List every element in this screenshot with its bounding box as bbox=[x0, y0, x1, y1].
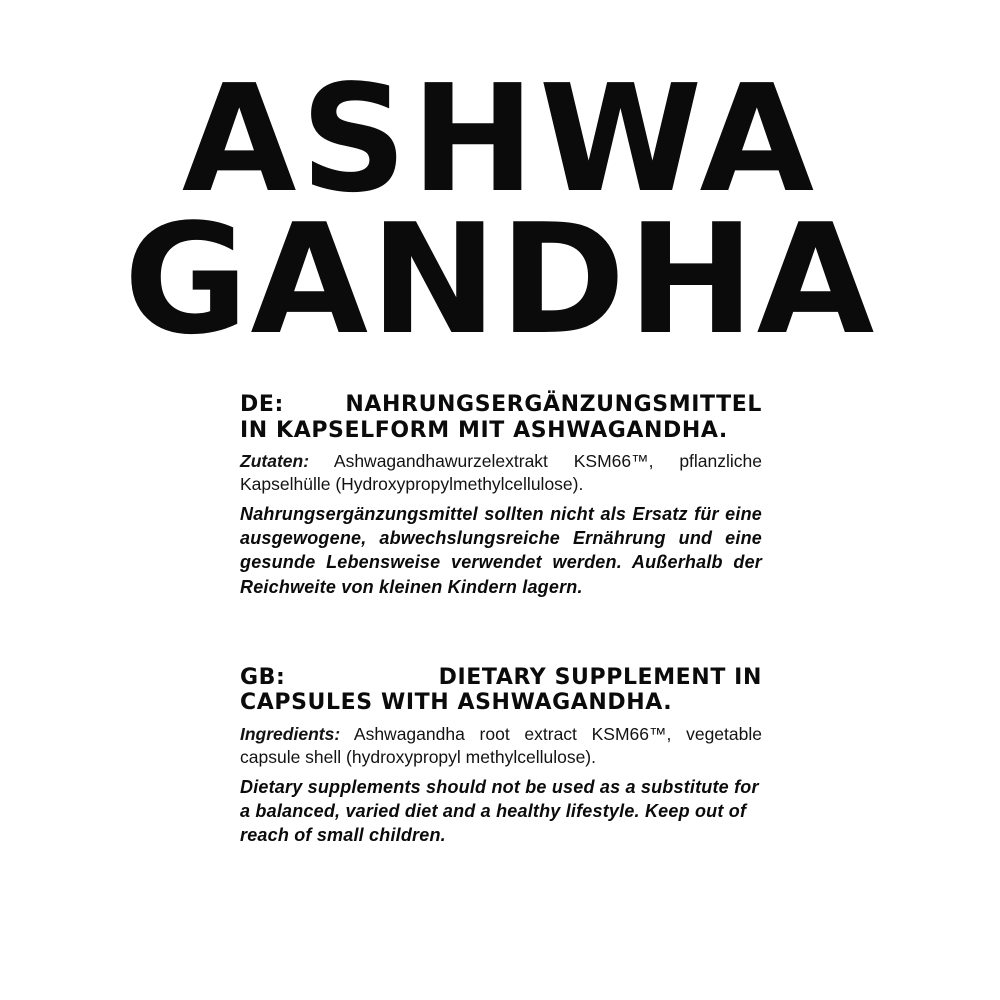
section-gb-ingredients-label: Ingredients: bbox=[240, 723, 341, 744]
section-gb-ingredients-text: Ashwagandha root extract KSM66™, vegetable capsule shell (hydroxypropyl methylcellulose). bbox=[240, 723, 762, 767]
section-de-ingredients-label: Zutaten: bbox=[240, 451, 310, 472]
product-title-line-1: ASHWA bbox=[181, 53, 819, 225]
section-gb-heading-line-1: DIETARY SUPPLEMENT IN bbox=[438, 664, 762, 690]
section-gb-heading bbox=[240, 665, 762, 716]
section-de-lang-code: DE: bbox=[240, 392, 284, 417]
section-gb-heading-line-2: CAPSULES WITH ASHWAGANDHA. bbox=[240, 690, 673, 716]
product-title-line-2: GANDHA bbox=[123, 191, 877, 369]
section-de-heading-line-1: NAHRUNGSERGÄNZUNGSMITTEL bbox=[345, 392, 762, 417]
section-de-heading bbox=[240, 392, 762, 443]
label-text-sections bbox=[240, 392, 762, 847]
section-de-heading-line-2: IN KAPSELFORM MIT ASHWAGANDHA. bbox=[240, 417, 728, 443]
section-gb bbox=[240, 665, 762, 848]
section-de-advice: Nahrungsergänzungsmittel sollten nicht als Ersatz für eine ausgewogene, abwechslungsreiche Ernährung und eine gesunde Lebensweise verwendet werden. Außerhalb der Reichweite von kleinen Kindern lagern. bbox=[240, 504, 762, 597]
section-de bbox=[240, 392, 762, 599]
section-de-ingredients bbox=[240, 450, 762, 496]
section-gb-ingredients bbox=[240, 723, 762, 769]
section-gb-lang-code: GB: bbox=[240, 664, 286, 690]
section-de-ingredients-text: Ashwagandhawurzelextrakt KSM66™, pflanzliche Kapselhülle (Hydroxypropylmethylcellulose). bbox=[240, 451, 763, 495]
section-gb-advice: Dietary supplements should not be used as a substitute for a balanced, varied diet and a healthy lifestyle. Keep out of reach of small children. bbox=[240, 776, 759, 846]
product-title bbox=[0, 53, 1000, 369]
